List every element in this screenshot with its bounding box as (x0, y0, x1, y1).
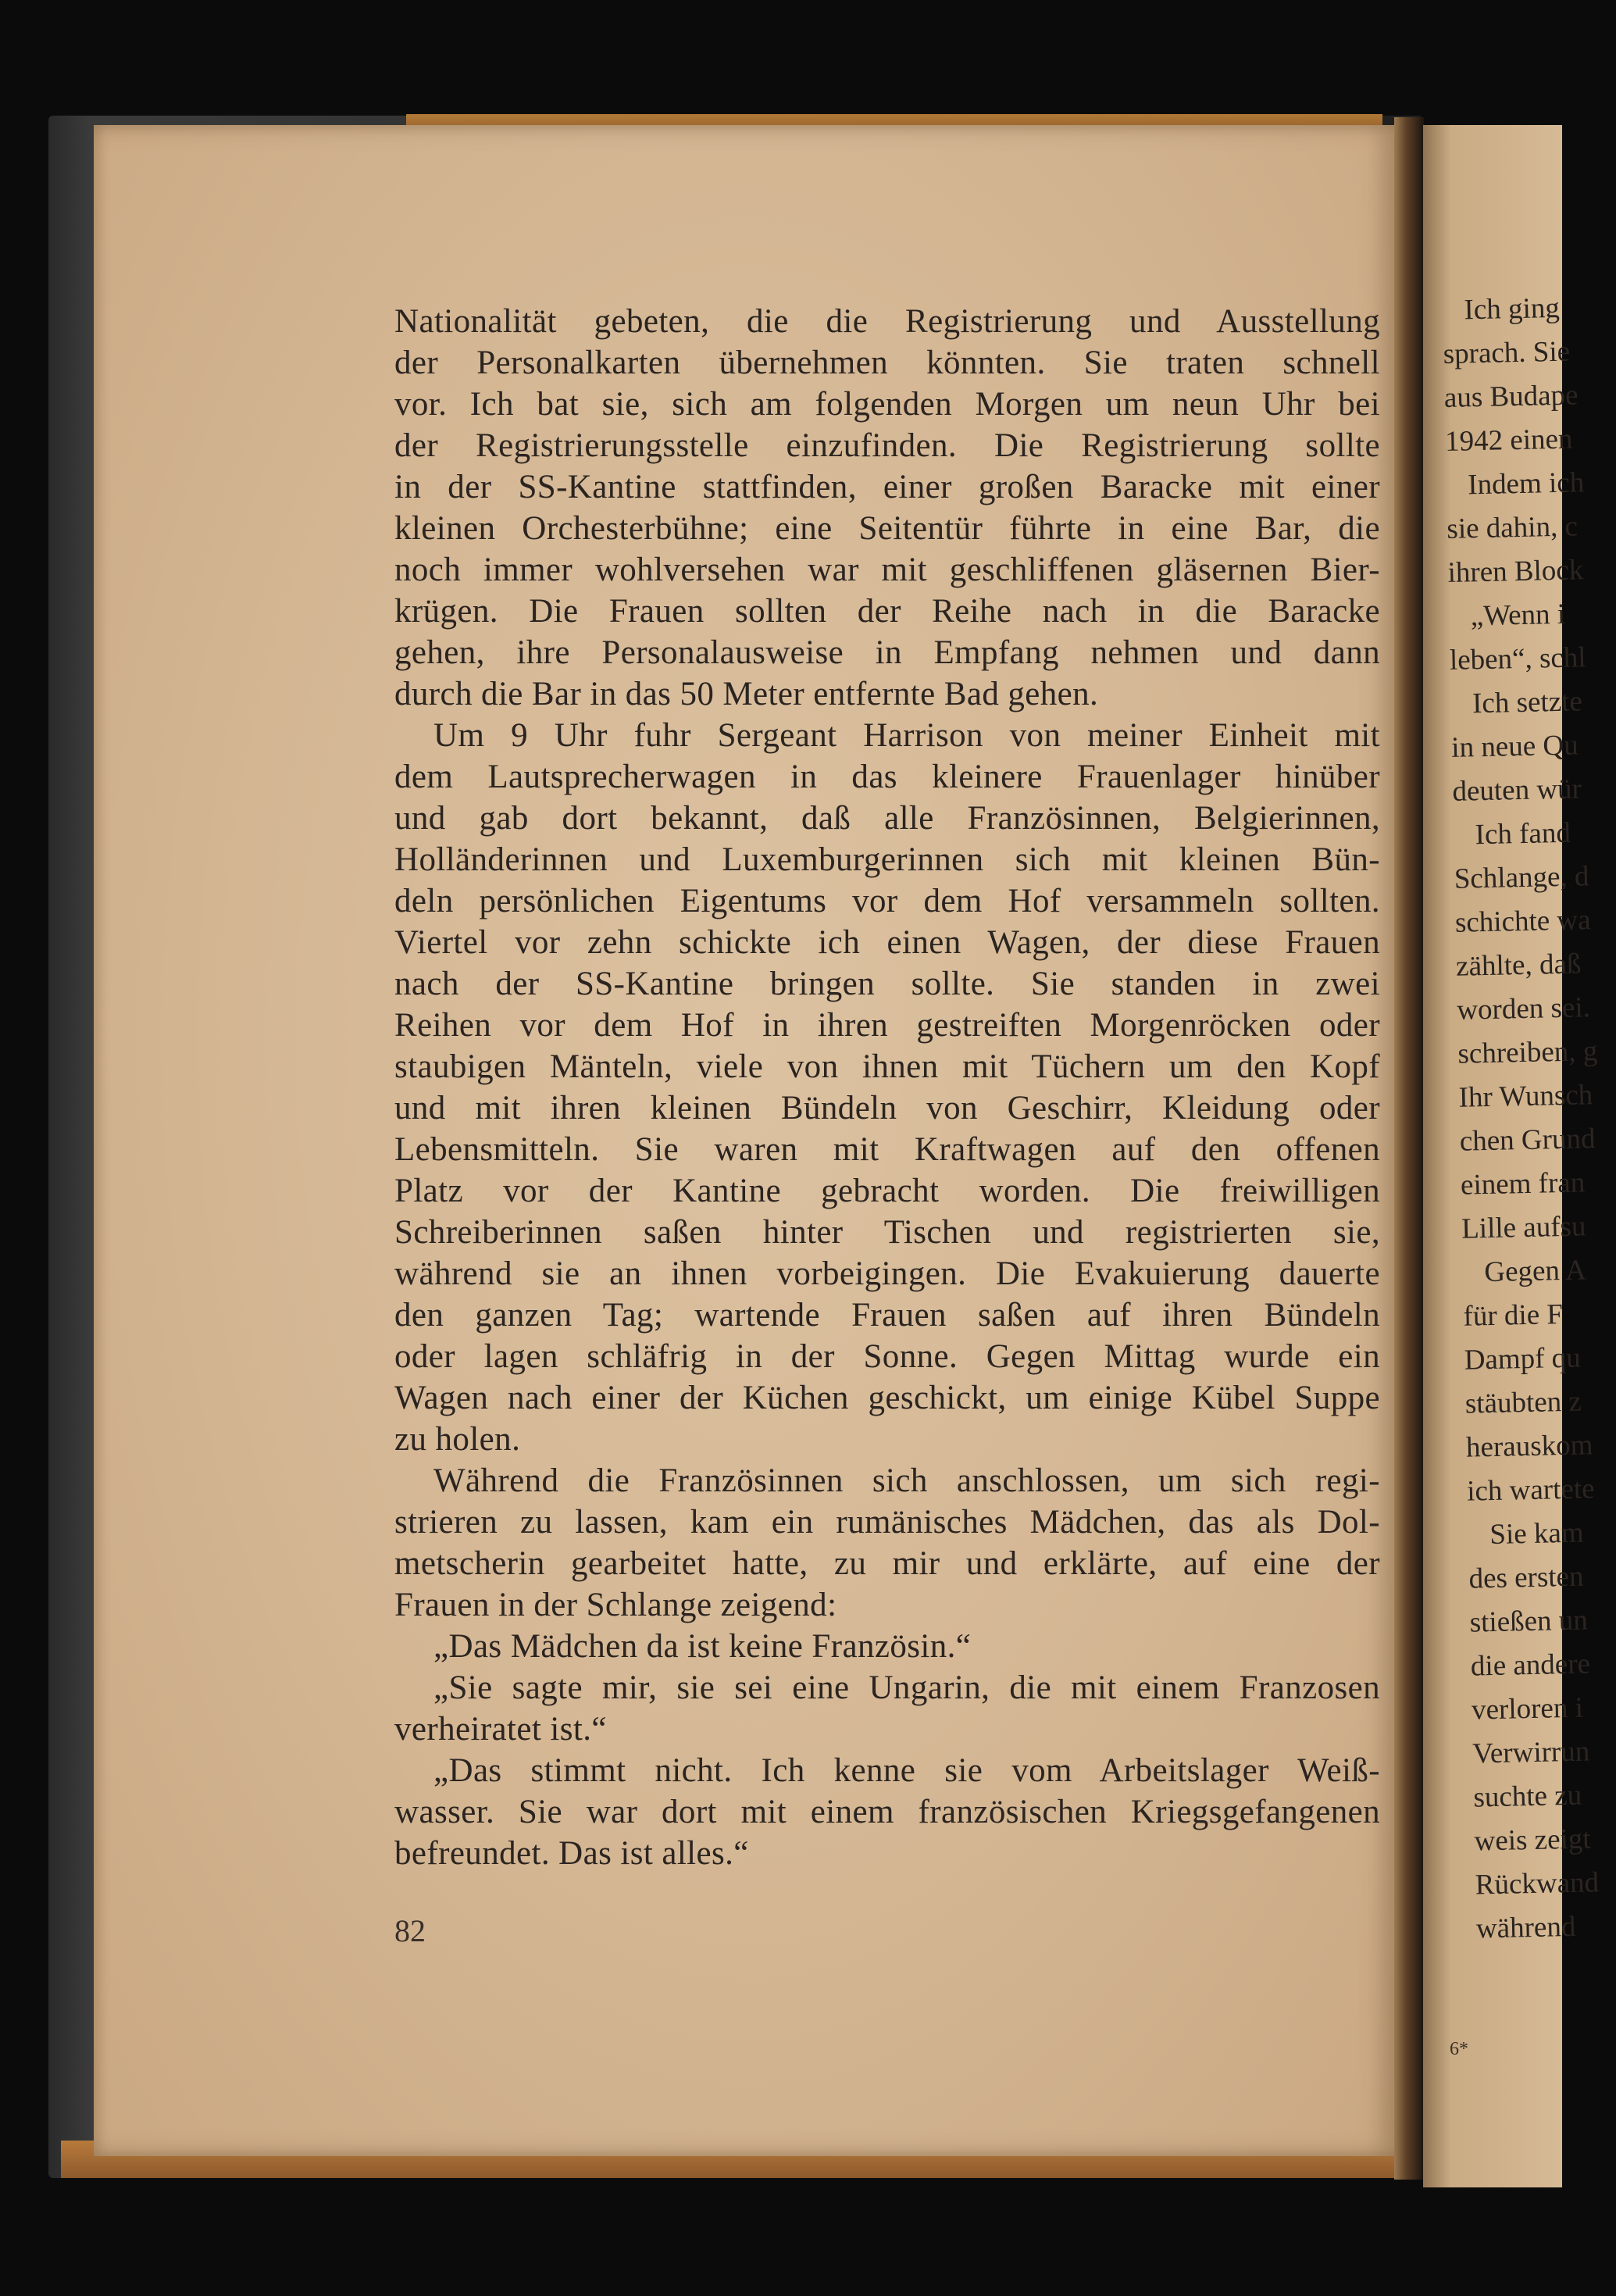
right-text-line: deuten wür (1452, 773, 1582, 808)
text-line: durch die Bar in das 50 Meter entfernte Bad gehen. (394, 676, 1099, 712)
text-line: kleinen Orchesterbühne; eine Seitentür führte in eine Bar, die (394, 510, 1380, 547)
body-text (394, 301, 1380, 1874)
text-line: Nationalität gebeten, die die Registrierung und Ausstellung (394, 303, 1380, 340)
text-line: befreundet. Das ist alles.“ (394, 1835, 749, 1872)
right-text-line: für die F (1463, 1298, 1564, 1333)
right-text-line: chen Grund (1459, 1123, 1596, 1158)
right-text-line: ich wartete (1466, 1473, 1595, 1508)
right-text-line: leben“, schl (1449, 641, 1587, 677)
text-line: staubigen Mänteln, viele von ihnen mit Tüchern um den Kopf (394, 1048, 1380, 1085)
text-line: Lebensmitteln. Sie waren mit Kraftwagen auf den offenen (394, 1131, 1380, 1168)
text-line: der Personalkarten übernehmen könnten. Sie traten schnell (394, 345, 1380, 381)
text-line: oder lagen schläfrig in der Sonne. Gegen Mittag wurde ein (394, 1338, 1380, 1375)
right-text-line: verloren i (1471, 1691, 1584, 1726)
right-text-line: Ihr Wunsch (1458, 1079, 1593, 1114)
right-text-line: Ich fand (1475, 816, 1571, 852)
text-line: nach der SS-Kantine bringen sollte. Sie standen in zwei (394, 966, 1380, 1002)
right-text-line: Verwirrun (1472, 1735, 1590, 1770)
text-line: vor. Ich bat sie, sich am folgenden Morgen um neun Uhr bei (394, 386, 1380, 423)
right-text-line: Lille aufsu (1461, 1210, 1586, 1245)
right-page (1423, 125, 1600, 2187)
text-line: den ganzen Tag; wartende Frauen saßen auf ihren Bündeln (394, 1297, 1380, 1334)
right-text-line: Rückwand (1475, 1866, 1600, 1901)
text-line: gehen, ihre Personalausweise in Empfang nehmen und dann (394, 634, 1380, 671)
right-text-line: suchte zu (1473, 1779, 1582, 1814)
text-line: strieren zu lassen, kam ein rumänisches Mädchen, das als Dol- (394, 1504, 1380, 1541)
right-text-line: schichte wa (1454, 904, 1592, 939)
right-text-line: Sie kam (1489, 1516, 1585, 1551)
right-text-line: schreiben, g (1457, 1035, 1598, 1070)
right-text-line: einem fran (1460, 1166, 1586, 1202)
right-text-line: zählte, daß (1455, 948, 1582, 983)
right-text-line: des ersten (1468, 1560, 1584, 1595)
right-text-line: „Wenn i (1470, 598, 1566, 633)
text-line: Während die Französinnen sich anschlossen, um sich regi- (433, 1462, 1380, 1499)
text-line: dem Lautsprecherwagen in das kleinere Frauenlager hinüber (394, 759, 1380, 795)
right-text-line: Dampf qu (1464, 1341, 1582, 1377)
right-text-line: ihren Block (1447, 554, 1584, 589)
right-text-line: stießen un (1469, 1604, 1589, 1639)
text-line: Wagen nach einer der Küchen geschickt, um einige Kübel Suppe (394, 1380, 1380, 1416)
right-text-line: die andere (1470, 1648, 1591, 1683)
right-text-line: Schlange, d (1454, 860, 1589, 895)
right-text-line: herauskom (1465, 1429, 1593, 1464)
text-line: zu holen. (394, 1421, 521, 1458)
text-line: und mit ihren kleinen Bündeln von Geschirr, Kleidung oder (394, 1090, 1380, 1127)
text-line: deln persönlichen Eigentums vor dem Hof versammeln sollten. (394, 883, 1380, 919)
right-text-line: während (1475, 1910, 1576, 1945)
text-line: Holländerinnen und Luxemburgerinnen sich mit kleinen Bün- (394, 841, 1380, 878)
right-text-line: sie dahin, c (1447, 510, 1579, 545)
text-line: Frauen in der Schlange zeigend: (394, 1587, 837, 1623)
text-line: „Das Mädchen da ist keine Französin.“ (433, 1628, 972, 1665)
text-line: „Das stimmt nicht. Ich kenne sie vom Arbeitslager Weiß- (433, 1752, 1380, 1789)
text-line: metscherin gearbeitet hatte, zu mir und erklärte, auf eine der (394, 1545, 1380, 1582)
right-text-line: sprach. Sie (1443, 335, 1571, 370)
right-page-text (1442, 286, 1616, 1951)
right-text-line: stäubten z (1464, 1385, 1582, 1420)
right-text-line: Ich setzte (1472, 685, 1583, 720)
text-line: Viertel vor zehn schickte ich einen Wagen, der diese Frauen (394, 924, 1380, 961)
text-line: während sie an ihnen vorbeigingen. Die Evakuierung dauerte (394, 1255, 1380, 1292)
text-line: verheiratet ist.“ (394, 1711, 607, 1748)
text-line: in der SS-Kantine stattfinden, einer großen Baracke mit einer (394, 469, 1380, 505)
text-line: noch immer wohlversehen war mit geschliffenen gläsernen Bier- (394, 552, 1380, 588)
book-gutter (1394, 117, 1424, 2180)
page-number: 82 (394, 1913, 426, 1948)
text-line: Reihen vor dem Hof in ihren gestreiften Morgenröcken oder (394, 1007, 1380, 1044)
text-line: der Registrierungsstelle einzufinden. Die Registrierung sollte (394, 427, 1380, 464)
text-line: Um 9 Uhr fuhr Sergeant Harrison von meiner Einheit mit (433, 717, 1380, 754)
right-text-line: worden sei. (1456, 991, 1591, 1027)
right-text-line: Ich ging (1464, 291, 1561, 327)
text-line: und gab dort bekannt, daß alle Französinnen, Belgierinnen, (394, 800, 1380, 837)
right-text-line: in neue Qu (1450, 729, 1579, 764)
text-line: krügen. Die Frauen sollten der Reihe nach in die Baracke (394, 593, 1380, 630)
right-text-line: Indem ich (1467, 466, 1585, 502)
right-text-line: weis zeigt (1474, 1823, 1592, 1858)
right-text-line: Gegen A (1483, 1254, 1587, 1289)
text-line: Schreiberinnen saßen hinter Tischen und registrierten sie, (394, 1214, 1380, 1251)
text-line: „Sie sagte mir, sie sei eine Ungarin, die mit einem Franzosen (433, 1669, 1380, 1706)
right-page-signature: 6* (1450, 2039, 1468, 2059)
right-text-line: aus Budape (1443, 379, 1579, 414)
text-line: Platz vor der Kantine gebracht worden. Die freiwilligen (394, 1173, 1380, 1209)
right-text-line: 1942 einen (1444, 423, 1573, 458)
text-line: wasser. Sie war dort mit einem französischen Kriegsgefangenen (394, 1794, 1380, 1830)
